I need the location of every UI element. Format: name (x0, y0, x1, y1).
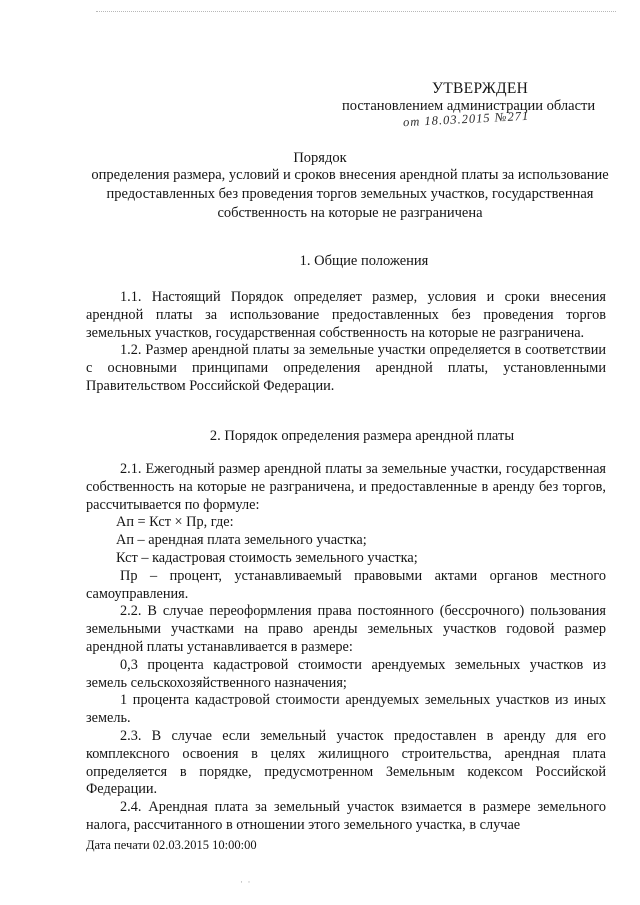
section-1-heading: 1. Общие положения (299, 253, 429, 269)
paragraph-1-1: 1.1. Настоящий Порядок определяет размер, условия и сроки внесения арендной платы за использование предоставленных без проведения торгов земельных участков, государственная собственность на которые не разграничена. (86, 289, 606, 341)
paragraph-2-3: 2.3. В случае если земельный участок предоставлен в аренду для его комплексного освоения в целях жилищного строительства, арендная плата определяется в порядке, предусмотренном Земельным кодексом Российской Федерации. (86, 727, 606, 798)
paragraph-2-2-other: 1 процента кадастровой стоимости арендуемых земельных участков из иных земель. (86, 692, 606, 727)
paragraph-2-1: 2.1. Ежегодный размер арендной платы за земельные участки, государственная собственность на которые не разграничена, и предоставленные в аренду без торгов, рассчитывается по формуле: (86, 461, 606, 513)
scan-smudge: · · (240, 877, 251, 887)
section-1-body (86, 289, 606, 396)
print-date: Дата печати 02.03.2015 10:00:00 (86, 838, 257, 852)
decree-reference: постановлением администрации области (342, 98, 596, 114)
paragraph-2-2-agri: 0,3 процента кадастровой стоимости арендуемых земельных участков из земель сельскохозяйственного назначения; (86, 656, 606, 691)
section-2-body (86, 461, 606, 835)
handwritten-date-number: от 18.03.2015 №271 (402, 108, 530, 130)
formula-term-kst: Кст – кадастровая стоимость земельного участка; (116, 549, 418, 566)
section-2-heading: 2. Порядок определения размера арендной платы (209, 428, 515, 444)
scan-artifact-line (96, 11, 616, 12)
paragraph-2-4: 2.4. Арендная плата за земельный участок взимается в размере земельного налога, рассчитанного в отношении этого земельного участка, в случае (86, 799, 606, 833)
approved-stamp-text: УТВЕРЖДЕН (432, 80, 529, 97)
paragraph-2-2: 2.2. В случае переоформления права постоянного (бессрочного) пользования земельными участками на право аренды земельных участков годовой размер арендной платы устанавливается в размере: (86, 603, 606, 655)
document-subtitle: определения размера, условий и сроков внесения арендной платы за использование предоставленных без проведения торгов земельных участков, государственная собственность на которые не разграничена (91, 167, 609, 221)
formula-term-ap: Ап – арендная плата земельного участка; (116, 532, 367, 549)
paragraph-1-2: 1.2. Размер арендной платы за земельные участки определяется в соответствии с основными принципами определения арендной платы, установленными Правительством Российской Федерации. (86, 342, 606, 394)
document-title: Порядок (293, 150, 347, 166)
formula: Ап = Кст × Пр, где: (116, 514, 234, 531)
formula-term-pr: Пр – процент, устанавливаемый правовыми актами органов местного самоуправления. (86, 567, 606, 602)
